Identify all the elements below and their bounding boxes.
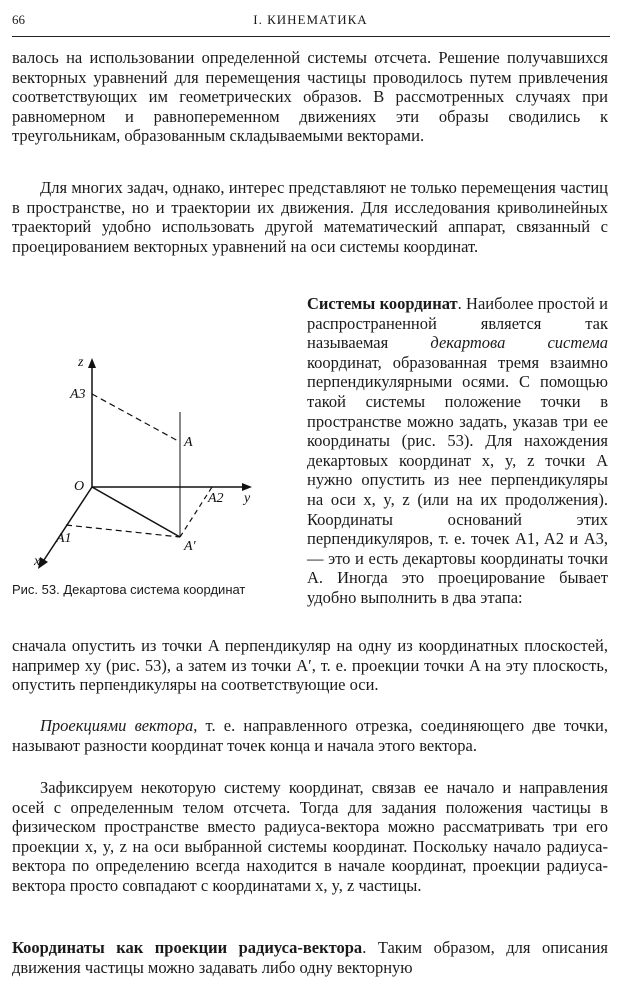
figure-caption: Рис. 53. Декартова система координат xyxy=(12,582,246,597)
cartesian-coordinate-figure xyxy=(12,342,297,582)
section-projections-text: . Таким образом, для описания движения частицы можно задавать либо одну векторную xyxy=(12,938,608,977)
label-a3: A3 xyxy=(70,387,86,402)
vector-projections-definition: , т. е. направленного отрезка, соединяющего две точки, называют разности координат точек конца и начала этого вектора. xyxy=(12,716,608,755)
y-arrow-icon xyxy=(242,483,252,491)
section-heading-coordinate-systems: Системы координат xyxy=(307,294,458,313)
paragraph-vector-projections xyxy=(12,716,608,755)
label-a2: A2 xyxy=(208,491,224,506)
section-coordinates-as-projections xyxy=(12,938,608,977)
section-lead-b: координат, образованная тремя взаимно перпендикулярными осями. С помощью такой системы положение точки в пространстве можно задать, указав три ее координаты (рис. 53). Для нахождения декартовых координат x, y, z точки A нужно опустить из нее перпендикуляры на оси x, y, z (или на их продолжения). Координаты оснований этих перпендикуляров, т. е. точек A1, A2 и A3, — это и есть декартовы координаты точки A. Иногда это проецирование бывает удобно выполнить в два этапа: xyxy=(307,352,608,607)
term-vector-projections: Проекциями вектора xyxy=(40,716,194,735)
paragraph-1: валось на использовании определенной системы отсчета. Решение получавшихся векторных уравнений для перемещения частицы проводилось путем привлечения соответствующих им геометрических образов. В рассмотренных случаях при равномерном и равнопеременном движениях эти образы сводились к треугольникам, образованным складываемыми векторами. xyxy=(12,48,608,146)
header-rule xyxy=(12,36,610,37)
paragraph-radius-vector: Зафиксируем некоторую систему координат, связав ее начало и направления осей с определенным телом отсчета. Тогда для задания положения частицы в физическом пространстве вместо радиуса-вектора можно рассматривать три его проекции x, y, z на оси выбранной системы координат. Поскольку начало радиуса-вектора по определению всегда находится в начале координат, проекции радиуса-вектора просто совпадают с координатами x, y, z частицы. xyxy=(12,778,608,895)
label-o: O xyxy=(74,479,85,494)
page-number: 66 xyxy=(12,12,25,27)
label-y: y xyxy=(244,491,251,506)
label-x: x xyxy=(34,554,41,569)
section-lead-a: . Наиболее простой и распространенной является так называемая xyxy=(307,294,608,353)
label-z: z xyxy=(78,355,84,370)
segment-o-a-prime xyxy=(92,487,180,537)
label-a1: A1 xyxy=(56,531,72,546)
paragraph-projection-steps: сначала опустить из точки A перпендикуляр на одну из координатных плоскостей, например xy (рис. 53), а затем из точки A′, т. е. проекции точки A на эту плоскость, опустить перпендикуляры на соответствующие оси. xyxy=(12,636,608,695)
dashed-a3-a xyxy=(92,394,180,442)
term-cartesian: декартова система xyxy=(430,333,608,353)
chapter-title: I. КИНЕМАТИКА xyxy=(253,12,368,27)
label-a-prime: A′ xyxy=(184,539,196,554)
z-arrow-icon xyxy=(88,358,96,368)
running-header xyxy=(12,12,609,32)
label-a: A xyxy=(184,435,193,450)
section-heading-projections: Координаты как проекции радиуса-вектора xyxy=(12,938,363,957)
paragraph-2: Для многих задач, однако, интерес представляют не только перемещения частиц в пространстве, но и траектории их движения. Для исследования криволинейных траекторий удобно использовать другой математический аппарат, связанный с проецированием векторных уравнений на оси системы координат. xyxy=(12,178,608,256)
